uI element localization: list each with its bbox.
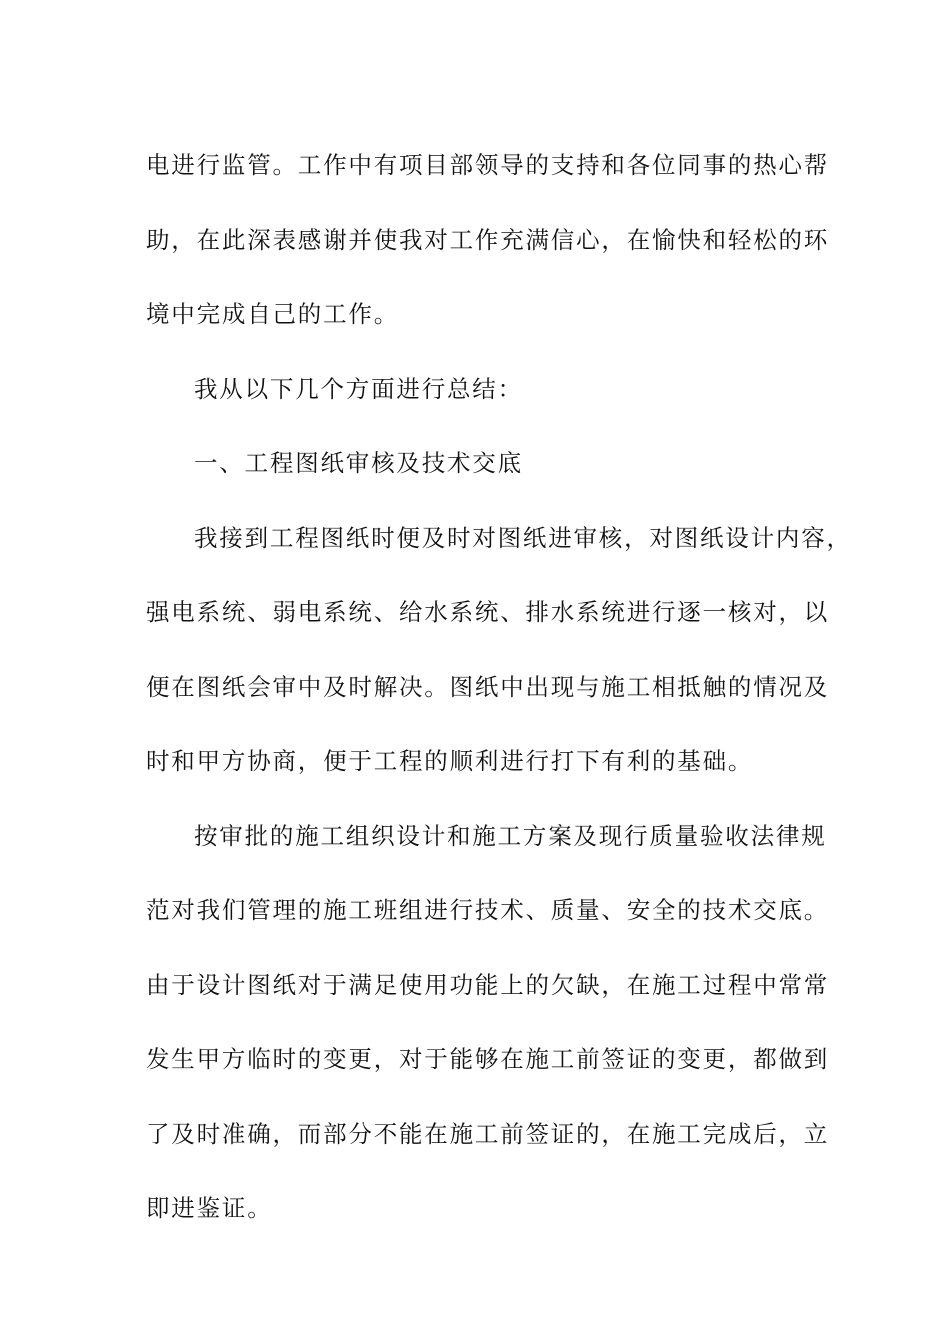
paragraph-line: 电进行监管。工作中有项目部领导的支持和各位同事的热心帮 [146,151,830,179]
paragraph-line: 范对我们管理的施工班组进行技术、质量、安全的技术交底。 [146,896,830,924]
paragraph-1 [146,128,830,352]
paragraph-4 [146,799,830,1246]
section-heading [146,426,816,501]
paragraph-line: 按审批的施工组织设计和施工方案及现行质量验收法律规 [194,821,827,850]
paragraph-line: 助，在此深表感谢并使我对工作充满信心，在愉快和轻松的环 [146,225,830,254]
body-text [146,128,852,1246]
paragraph-line: 便在图纸会审中及时解决。图纸中出现与施工相抵触的情况及 [146,672,830,701]
paragraph-line: 强电系统、弱电系统、给水系统、排水系统进行逐一核对，以 [146,598,830,626]
heading-line: 一、工程图纸审核及技术交底 [194,449,523,477]
paragraph-line: 我接到工程图纸时便及时对图纸进审核，对图纸设计内容， [194,523,852,552]
paragraph-line: 发生甲方临时的变更，对于能够在施工前签证的变更，都做到 [146,1045,830,1073]
paragraph-line: 境中完成自己的工作。 [146,300,399,328]
paragraph-line: 了及时准确，而部分不能在施工前签证的，在施工完成后，立 [146,1119,830,1148]
paragraph-2 [146,352,816,427]
paragraph-line: 即进鉴证。 [146,1194,273,1222]
paragraph-line: 由于设计图纸对于满足使用功能上的欠缺，在施工过程中常常 [146,970,830,999]
paragraph-line: 时和甲方协商，便于工程的顺利进行打下有利的基础。 [146,747,754,775]
paragraph-line: 我从以下几个方面进行总结： [194,374,523,403]
paragraph-3 [146,501,852,799]
